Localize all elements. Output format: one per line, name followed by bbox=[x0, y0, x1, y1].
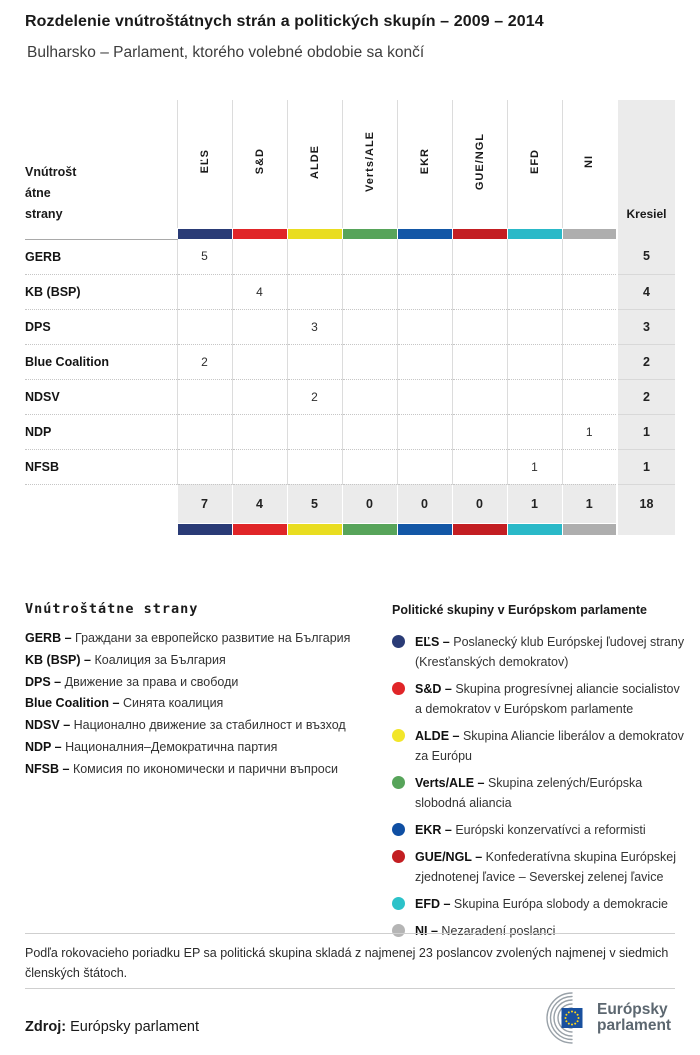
legend-item bbox=[392, 679, 688, 719]
group-column-header bbox=[287, 100, 342, 228]
row-label: Blue Coalition bbox=[25, 344, 177, 379]
seat-cell bbox=[287, 274, 342, 309]
corner-bar-cell bbox=[25, 523, 177, 535]
group-abbr: EKR – bbox=[415, 823, 452, 837]
party-abbr: NDP – bbox=[25, 739, 62, 754]
row-total-cell: 2 bbox=[617, 379, 675, 414]
page-title: Rozdelenie vnútroštátnych strán a politických skupín – 2009 – 2014 bbox=[25, 13, 544, 30]
group-color-bar bbox=[453, 524, 507, 535]
logo-text-line1: Európsky bbox=[597, 1000, 668, 1018]
group-color-bar bbox=[233, 229, 287, 239]
seat-cell bbox=[177, 309, 232, 344]
group-column-label: GUE/NGL bbox=[473, 132, 486, 191]
column-total-cell: 7 bbox=[177, 484, 232, 523]
group-desc: Poslanecký klub Európskej ľudovej strany (Kresťanských demokratov) bbox=[415, 635, 685, 669]
seat-cell bbox=[342, 379, 397, 414]
table-row bbox=[25, 309, 675, 344]
legend-item bbox=[25, 719, 375, 733]
group-color-bar bbox=[178, 229, 232, 239]
group-abbr: EFD – bbox=[415, 897, 451, 911]
group-color-bar bbox=[233, 524, 287, 535]
divider bbox=[25, 933, 675, 934]
group-column-label: S&D bbox=[253, 148, 266, 175]
legend-color-dot bbox=[392, 776, 405, 789]
group-color-bar bbox=[563, 524, 617, 535]
legend-item bbox=[25, 676, 375, 690]
group-color-bar bbox=[343, 229, 397, 239]
column-total-cell: 1 bbox=[562, 484, 617, 523]
table-row bbox=[25, 239, 675, 274]
seat-cell bbox=[452, 414, 507, 449]
group-desc: Skupina Európa slobody a demokracie bbox=[453, 897, 668, 911]
seat-cell: 2 bbox=[287, 379, 342, 414]
group-abbr: ALDE – bbox=[415, 729, 460, 743]
legend-color-dot bbox=[392, 729, 405, 742]
party-abbr: NFSB – bbox=[25, 761, 70, 776]
group-abbr: EĽS – bbox=[415, 635, 450, 649]
group-desc: Európski konzervatívci a reformisti bbox=[455, 823, 646, 837]
group-color-bar bbox=[398, 229, 452, 239]
group-column-header bbox=[507, 100, 562, 228]
group-abbr: NI – bbox=[415, 924, 438, 938]
group-column-label: NI bbox=[583, 155, 596, 168]
seat-cell: 3 bbox=[287, 309, 342, 344]
source-text: Európsky parlament bbox=[70, 1019, 200, 1035]
row-label: NFSB bbox=[25, 449, 177, 484]
column-total-cell: 5 bbox=[287, 484, 342, 523]
group-desc: Skupina Aliancie liberálov a demokratov za Európu bbox=[415, 729, 684, 763]
legend-item bbox=[392, 820, 688, 840]
party-abbr: KB (BSP) – bbox=[25, 652, 91, 667]
legend-item bbox=[25, 741, 375, 755]
totals-row bbox=[25, 484, 675, 523]
group-abbr: S&D – bbox=[415, 682, 452, 696]
group-color-bar bbox=[288, 229, 342, 239]
seat-cell bbox=[342, 344, 397, 379]
group-column-header bbox=[452, 100, 507, 228]
seat-cell: 2 bbox=[177, 344, 232, 379]
table-corner-label bbox=[25, 100, 177, 228]
group-color-bar-row bbox=[25, 523, 675, 535]
row-total-cell: 3 bbox=[617, 309, 675, 344]
row-total-cell: 1 bbox=[617, 414, 675, 449]
party-desc: Комисия по икономически и парични въпроси bbox=[72, 761, 338, 776]
party-desc: Синята коалиция bbox=[122, 696, 224, 711]
seat-cell bbox=[342, 274, 397, 309]
legend-item bbox=[392, 921, 688, 941]
seat-cell bbox=[232, 344, 287, 379]
group-color-bar bbox=[178, 524, 232, 535]
seat-cell bbox=[452, 274, 507, 309]
seat-cell bbox=[287, 239, 342, 274]
table-row bbox=[25, 344, 675, 379]
column-total-cell: 0 bbox=[452, 484, 507, 523]
row-label: GERB bbox=[25, 239, 177, 274]
seats-table bbox=[25, 100, 675, 535]
table-header-row bbox=[25, 100, 675, 228]
group-desc: Nezaradení poslanci bbox=[441, 924, 556, 938]
legend-title: Politické skupiny v Európskom parlamente bbox=[392, 603, 647, 617]
corner-label-line: átne bbox=[25, 186, 51, 200]
table-row bbox=[25, 274, 675, 309]
seat-cell bbox=[397, 449, 452, 484]
seat-cell bbox=[177, 449, 232, 484]
group-desc: Skupina zelených/Európska slobodná aliancia bbox=[415, 776, 643, 810]
seat-cell bbox=[287, 449, 342, 484]
seats-column-bar-cell bbox=[617, 523, 675, 535]
column-total-cell: 0 bbox=[342, 484, 397, 523]
group-column-header bbox=[397, 100, 452, 228]
row-total-cell: 5 bbox=[617, 239, 675, 274]
row-label: KB (BSP) bbox=[25, 274, 177, 309]
group-column-label: ALDE bbox=[308, 144, 321, 179]
party-desc: Движение за права и свободи bbox=[64, 674, 239, 689]
seat-cell bbox=[232, 449, 287, 484]
seat-cell: 1 bbox=[562, 414, 617, 449]
legend-color-dot bbox=[392, 635, 405, 648]
corner-label-line: strany bbox=[25, 207, 63, 221]
seat-cell bbox=[452, 309, 507, 344]
group-abbr: Verts/ALE – bbox=[415, 776, 485, 790]
legend-item bbox=[25, 632, 375, 646]
seat-cell bbox=[562, 449, 617, 484]
party-abbr: GERB – bbox=[25, 631, 72, 645]
seat-cell bbox=[232, 379, 287, 414]
legend-item bbox=[25, 763, 375, 777]
seat-cell bbox=[397, 239, 452, 274]
party-abbr: Blue Coalition – bbox=[25, 696, 120, 711]
corner-bar-cell bbox=[25, 228, 177, 239]
party-desc: Национално движение за стабилност и възход bbox=[73, 718, 346, 732]
group-desc: Konfederatívna skupina Európskej zjednotenej ľavice – Severskej zelenej ľavice bbox=[415, 850, 677, 884]
seat-cell bbox=[342, 414, 397, 449]
seat-cell bbox=[507, 414, 562, 449]
group-color-bar-row bbox=[25, 228, 675, 239]
column-total-cell: 4 bbox=[232, 484, 287, 523]
seat-cell bbox=[342, 309, 397, 344]
row-label: NDP bbox=[25, 414, 177, 449]
seat-cell bbox=[452, 449, 507, 484]
seat-cell bbox=[507, 274, 562, 309]
seat-cell bbox=[562, 379, 617, 414]
party-desc: Националния–Демократична партия bbox=[65, 739, 278, 754]
legend-item bbox=[392, 847, 688, 887]
seat-cell: 5 bbox=[177, 239, 232, 274]
group-column-header bbox=[232, 100, 287, 228]
source-line bbox=[25, 1019, 199, 1035]
seat-cell bbox=[397, 344, 452, 379]
seat-cell bbox=[287, 414, 342, 449]
legend-color-dot bbox=[392, 682, 405, 695]
group-color-bar bbox=[563, 229, 617, 239]
group-color-bar bbox=[508, 524, 562, 535]
seat-cell bbox=[397, 414, 452, 449]
legend-item bbox=[25, 654, 375, 668]
party-abbr: NDSV – bbox=[25, 718, 71, 732]
table-row bbox=[25, 449, 675, 484]
seat-cell bbox=[562, 239, 617, 274]
row-total-cell: 4 bbox=[617, 274, 675, 309]
seat-cell bbox=[232, 309, 287, 344]
seat-cell: 1 bbox=[507, 449, 562, 484]
group-column-header bbox=[562, 100, 617, 228]
political-groups-legend bbox=[392, 603, 688, 948]
legend-item bbox=[392, 773, 688, 813]
legend-color-dot bbox=[392, 850, 405, 863]
seat-cell bbox=[287, 344, 342, 379]
legend-color-dot bbox=[392, 924, 405, 937]
group-column-label: EĽS bbox=[198, 149, 211, 174]
corner-label-line: Vnútrošt bbox=[25, 165, 77, 179]
group-column-header bbox=[177, 100, 232, 228]
seat-cell bbox=[342, 449, 397, 484]
legend-item bbox=[392, 632, 688, 672]
page-subtitle: Bulharsko – Parlament, ktorého volebné obdobie sa končí bbox=[27, 44, 425, 61]
seat-cell bbox=[507, 239, 562, 274]
row-total-cell: 2 bbox=[617, 344, 675, 379]
seat-cell bbox=[452, 379, 507, 414]
seat-cell bbox=[232, 239, 287, 274]
footnote: Podľa rokovacieho poriadku EP sa politická skupina skladá z najmenej 23 poslancov zvolených najmenej v siedmich členských štátoch. bbox=[25, 946, 669, 981]
seat-cell bbox=[232, 414, 287, 449]
party-abbr: DPS – bbox=[25, 674, 62, 689]
column-total-cell: 1 bbox=[507, 484, 562, 523]
seat-cell bbox=[177, 414, 232, 449]
grand-total-cell: 18 bbox=[617, 484, 675, 523]
legend-color-dot bbox=[392, 823, 405, 836]
group-column-header bbox=[342, 100, 397, 228]
national-parties-legend bbox=[25, 601, 375, 784]
european-parliament-logo bbox=[524, 991, 671, 1045]
column-total-cell: 0 bbox=[397, 484, 452, 523]
group-color-bar bbox=[343, 524, 397, 535]
seat-cell bbox=[452, 344, 507, 379]
divider bbox=[25, 988, 675, 989]
seat-cell bbox=[342, 239, 397, 274]
ep-logo-graphic bbox=[524, 991, 588, 1045]
row-label: NDSV bbox=[25, 379, 177, 414]
eu-flag-icon bbox=[562, 1008, 583, 1028]
group-column-label: EKR bbox=[418, 148, 431, 175]
seats-column-bar-cell bbox=[617, 228, 675, 239]
seat-cell bbox=[397, 274, 452, 309]
party-desc: Коалиция за България bbox=[94, 652, 226, 667]
row-label: DPS bbox=[25, 309, 177, 344]
totals-spacer-cell bbox=[25, 484, 177, 523]
seat-cell bbox=[397, 379, 452, 414]
group-column-label: EFD bbox=[528, 149, 541, 174]
seats-column-header: Kresiel bbox=[617, 100, 675, 228]
seat-cell bbox=[562, 344, 617, 379]
source-label: Zdroj: bbox=[25, 1019, 67, 1035]
group-column-label: Verts/ALE bbox=[363, 131, 376, 192]
legend-color-dot bbox=[392, 897, 405, 910]
seat-cell bbox=[507, 344, 562, 379]
group-desc: Skupina progresívnej aliancie socialistov a demokratov v Európskom parlamente bbox=[415, 682, 680, 716]
seat-cell bbox=[177, 379, 232, 414]
seat-cell bbox=[177, 274, 232, 309]
legend-item bbox=[25, 697, 375, 711]
table-row bbox=[25, 414, 675, 449]
table-row bbox=[25, 379, 675, 414]
seats-table-container bbox=[25, 100, 675, 535]
seat-cell bbox=[562, 309, 617, 344]
seat-cell: 4 bbox=[232, 274, 287, 309]
seat-cell bbox=[397, 309, 452, 344]
legend-title: Vnútroštátne strany bbox=[25, 601, 199, 617]
legend-item bbox=[392, 894, 688, 914]
logo-text-line2: parlament bbox=[597, 1017, 672, 1034]
group-color-bar bbox=[288, 524, 342, 535]
party-desc: Граждани за европейско развитие на България bbox=[75, 631, 351, 645]
seat-cell bbox=[507, 309, 562, 344]
seat-cell bbox=[507, 379, 562, 414]
group-color-bar bbox=[453, 229, 507, 239]
group-color-bar bbox=[508, 229, 562, 239]
seat-cell bbox=[452, 239, 507, 274]
group-color-bar bbox=[398, 524, 452, 535]
row-total-cell: 1 bbox=[617, 449, 675, 484]
legend-item bbox=[392, 726, 688, 766]
seat-cell bbox=[562, 274, 617, 309]
group-abbr: GUE/NGL – bbox=[415, 850, 483, 864]
